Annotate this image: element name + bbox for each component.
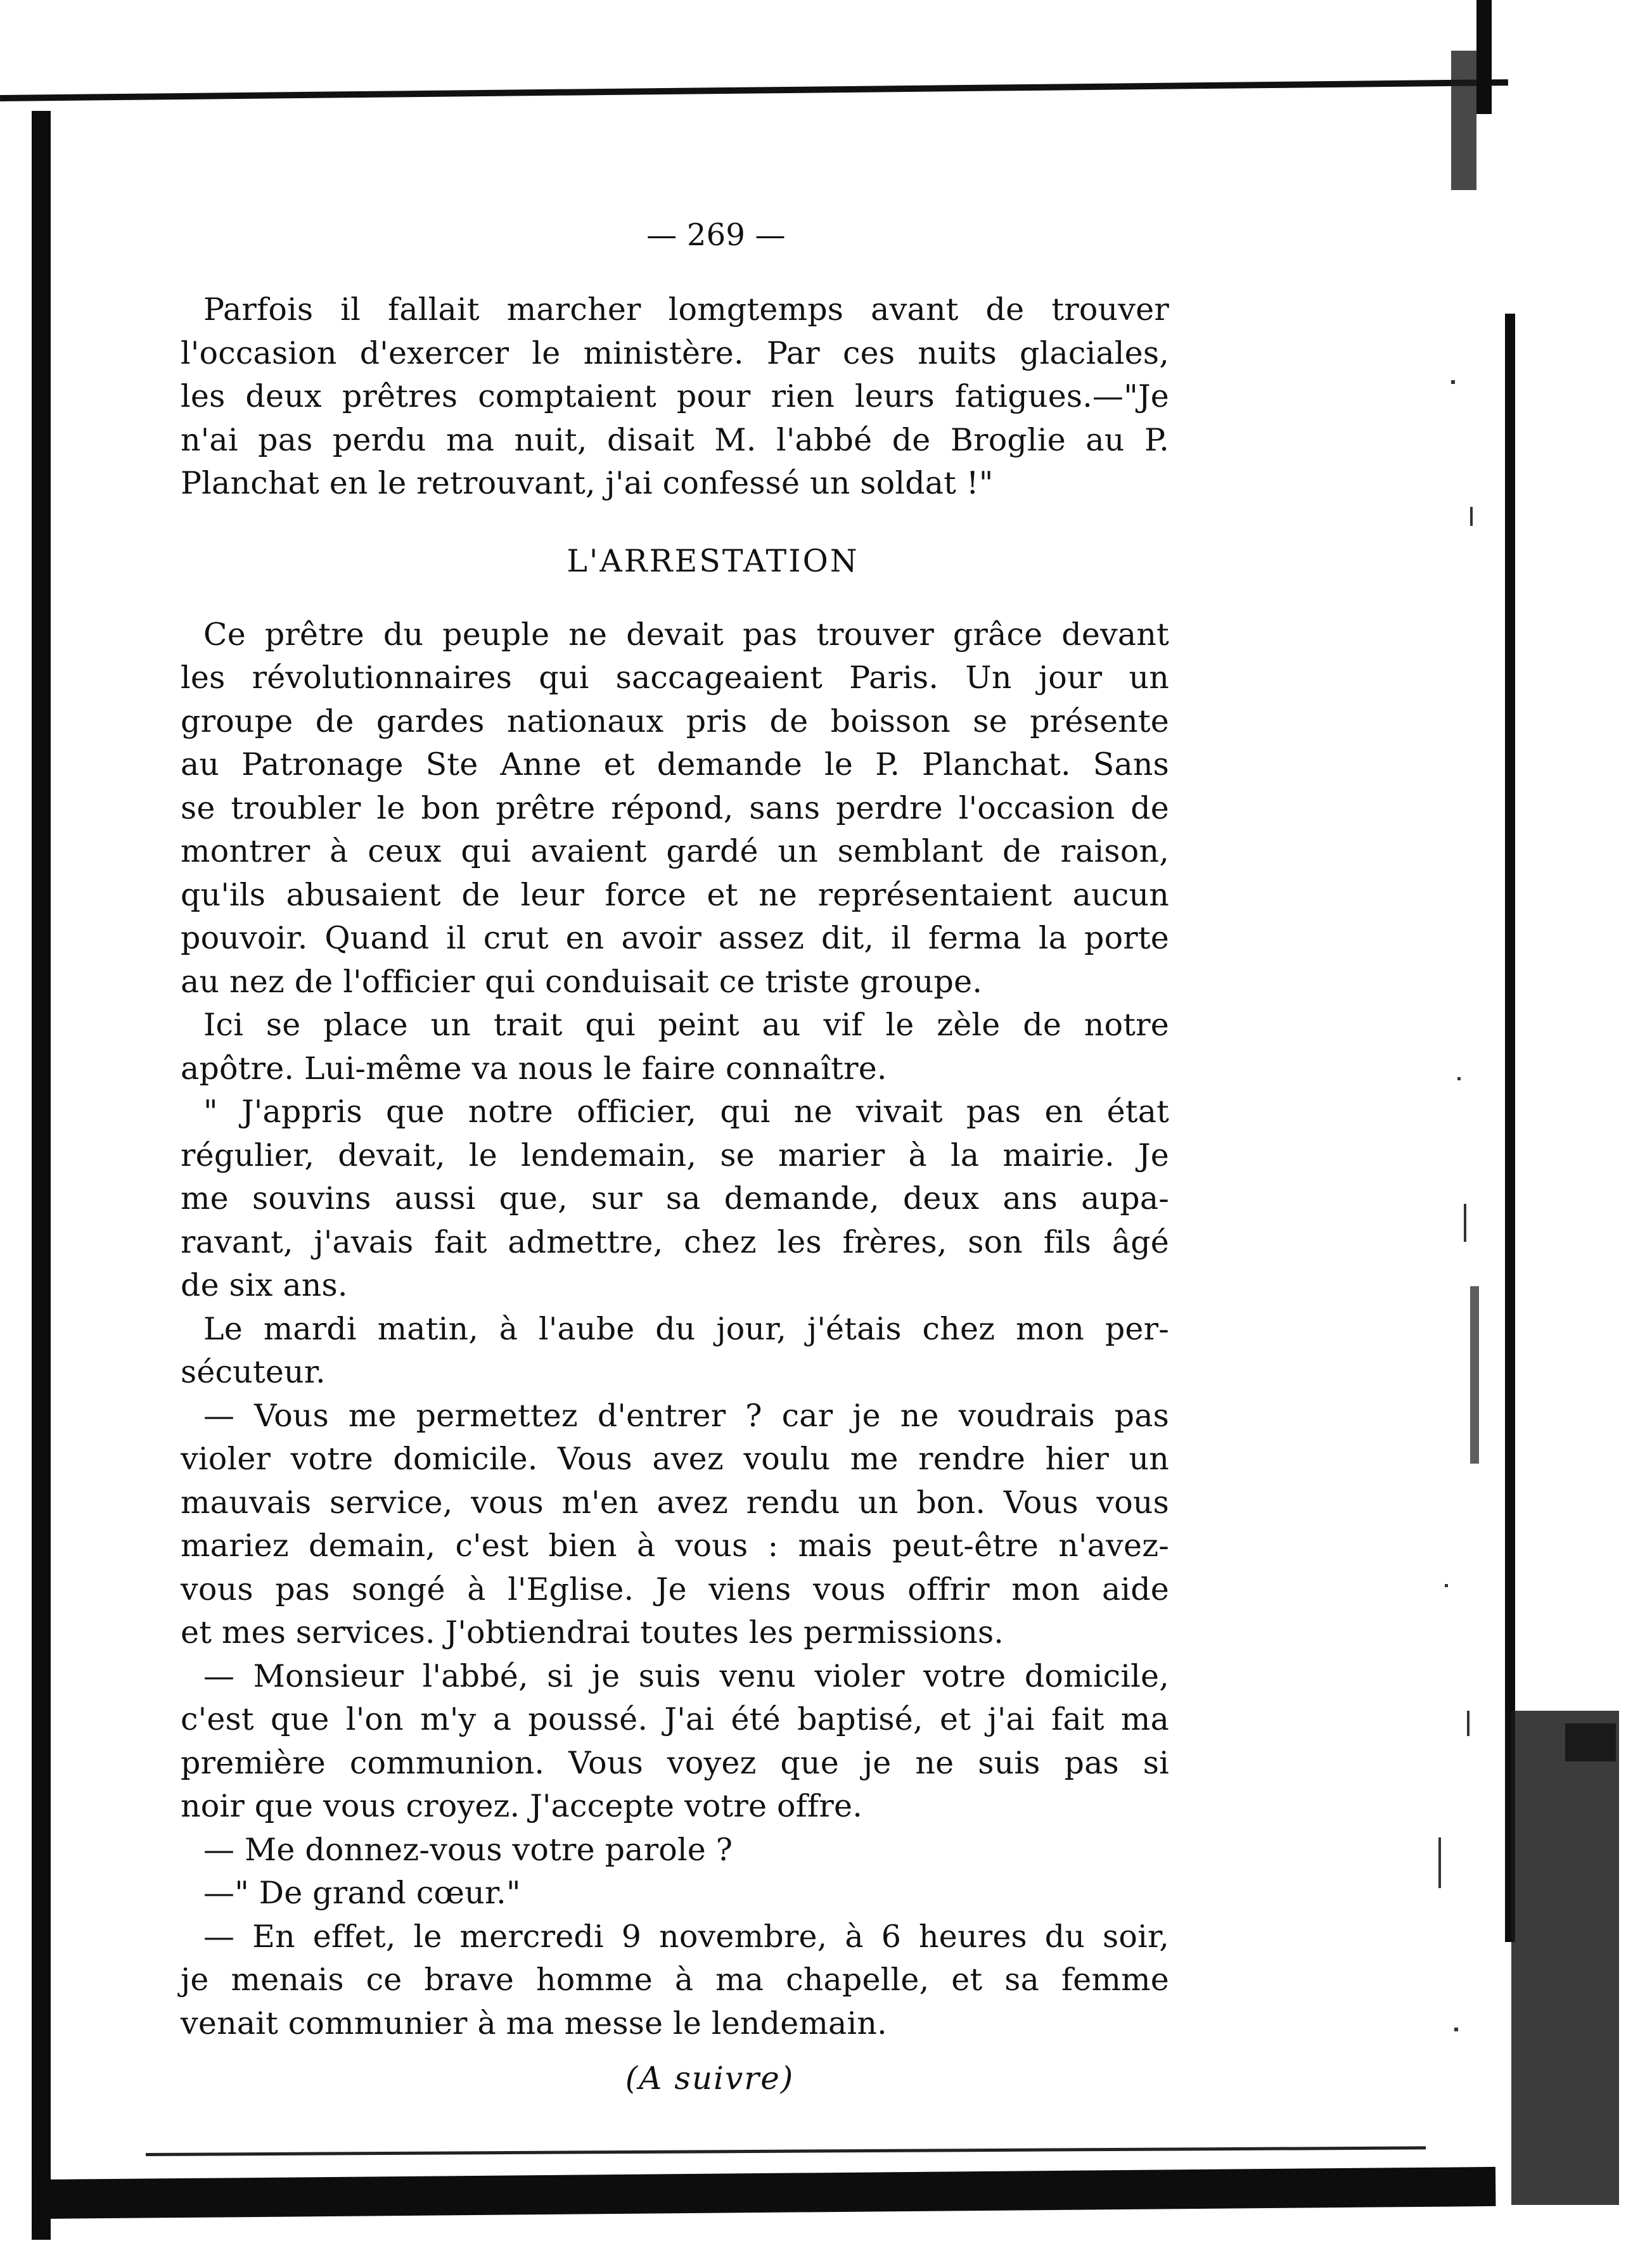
section-title: L'ARRESTATION: [567, 542, 859, 579]
text-line: au Patronage Ste Anne et demande le P. Planchat. Sans: [181, 746, 1169, 783]
text-line: sécuteur.: [181, 1354, 326, 1390]
text-line: première communion. Vous voyez que je ne suis pas si: [181, 1744, 1169, 1781]
page-body: [181, 212, 1169, 2100]
paragraph-6: [181, 1395, 1169, 1655]
text-line: violer votre domicile. Vous avez voulu me rendre hier un: [181, 1441, 1169, 1477]
page-number: — 269 —: [646, 217, 786, 253]
paragraph-8: [181, 1829, 1169, 1872]
text-line: — Vous me permettez d'entrer ? car je ne voudrais pas: [203, 1397, 1169, 1434]
scan-page-edge-bottom: [146, 2146, 1426, 2156]
scan-noise: [1432, 63, 1635, 2218]
text-line: vous pas songé à l'Eglise. Je viens vous offrir mon aide: [181, 1571, 1169, 1607]
text-line: les révolutionnaires qui saccageaient Paris. Un jour un: [181, 660, 1169, 696]
text-line: l'occasion d'exercer le ministère. Par ces nuits glaciales,: [181, 335, 1169, 371]
text-line: de six ans.: [181, 1267, 348, 1303]
paragraph-9: [181, 1872, 1169, 1915]
text-line: Le mardi matin, à l'aube du jour, j'étais chez mon per-: [203, 1310, 1169, 1347]
text-line: qu'ils abusaient de leur force et ne représentaient aucun: [181, 876, 1169, 913]
text-line: je menais ce brave homme à ma chapelle, et sa femme: [181, 1962, 1169, 1998]
paragraph-4: [181, 1090, 1169, 1308]
to-be-continued: (A suivre): [625, 2060, 795, 2097]
text-line: — Me donnez-vous votre parole ?: [203, 1831, 733, 1868]
text-line: n'ai pas perdu ma nuit, disait M. l'abbé de Broglie au P.: [181, 421, 1169, 458]
text-line: Ce prêtre du peuple ne devait pas trouver grâce devant: [203, 616, 1169, 653]
text-line: au nez de l'officier qui conduisait ce triste groupe.: [181, 963, 983, 1000]
scan-border-top: [0, 79, 1508, 101]
text-line: mauvais service, vous m'en avez rendu un bon. Vous vous: [181, 1484, 1169, 1521]
text-line: apôtre. Lui-même va nous le faire connaître.: [181, 1050, 887, 1087]
text-line: " J'appris que notre officier, qui ne vivait pas en état: [203, 1094, 1169, 1130]
text-line: ravant, j'avais fait admettre, chez les frères, son fils âgé: [181, 1223, 1169, 1260]
paragraph-7: [181, 1655, 1169, 1829]
text-line: Planchat en le retrouvant, j'ai confessé un soldat !": [181, 465, 994, 501]
text-line: Parfois il fallait marcher lomgtemps avant de trouver: [203, 291, 1169, 328]
paragraph-1: [181, 288, 1169, 506]
paragraph-2: [181, 613, 1169, 1004]
text-line: et mes services. J'obtiendrai toutes les permissions.: [181, 1614, 1004, 1651]
text-line: se troubler le bon prêtre répond, sans perdre l'occasion de: [181, 789, 1169, 826]
scan-border-bottom: [38, 2167, 1495, 2219]
text-line: mariez demain, c'est bien à vous : mais peut-être n'avez-: [181, 1528, 1169, 1564]
text-line: les deux prêtres comptaient pour rien leurs fatigues.—"Je: [181, 378, 1169, 414]
text-line: c'est que l'on m'y a poussé. J'ai été baptisé, et j'ai fait ma: [181, 1701, 1169, 1737]
text-line: — Monsieur l'abbé, si je suis venu violer votre domicile,: [203, 1658, 1169, 1694]
text-line: Ici se place un trait qui peint au vif le zèle de notre: [203, 1007, 1169, 1043]
text-line: groupe de gardes nationaux pris de boisson se présente: [181, 703, 1169, 739]
scan-border-left: [32, 111, 51, 2240]
text-line: pouvoir. Quand il crut en avoir assez dit, il ferma la porte: [181, 920, 1169, 956]
text-line: montrer à ceux qui avaient gardé un semblant de raison,: [181, 833, 1169, 869]
text-line: — En effet, le mercredi 9 novembre, à 6 heures du soir,: [203, 1918, 1169, 1955]
text-line: régulier, devait, le lendemain, se marier à la mairie. Je: [181, 1137, 1169, 1173]
paragraph-3: [181, 1004, 1169, 1090]
paragraph-5: [181, 1308, 1169, 1395]
text-line: venait communier à ma messe le lendemain.: [181, 2005, 887, 2041]
text-line: —" De grand cœur.": [203, 1875, 521, 1911]
text-line: me souvins aussi que, sur sa demande, deux ans aupa-: [181, 1180, 1169, 1217]
text-line: noir que vous croyez. J'accepte votre offre.: [181, 1788, 862, 1824]
paragraph-10: [181, 1915, 1169, 2046]
